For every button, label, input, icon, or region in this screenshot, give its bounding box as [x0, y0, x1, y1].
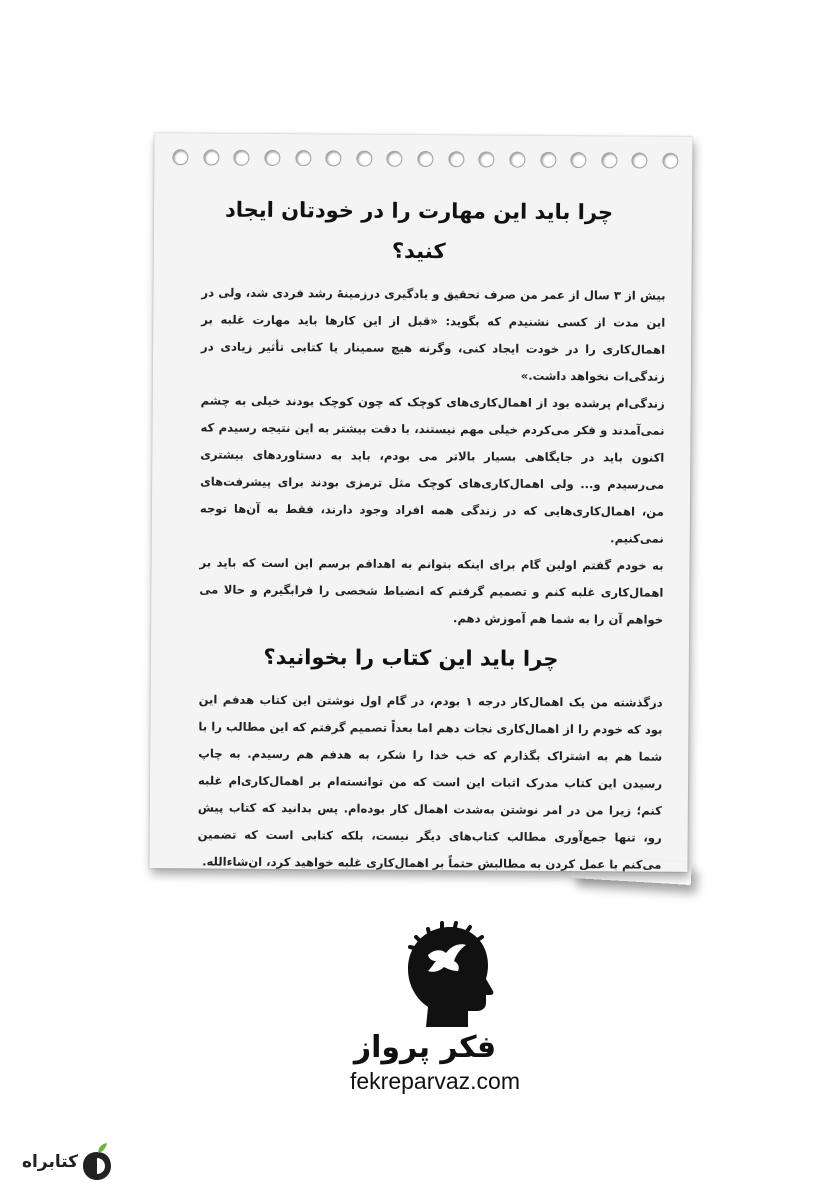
paragraph: بیش از ۳ سال از عمر من صرف تحقیق و یادگیری درزمینهٔ رشد فردی شد، ولی در این مدت از کسی نشنیدم که بگوید: «قبل از این کارها باید مهارت غلبه بر اهمال‌کاری را در خودت ایجاد کنی، وگرنه هیچ سمینار یا کتابی تأثیر زیادی در زندگی‌ات نخواهد داشت.»: [201, 285, 666, 384]
binder-hole: [387, 151, 403, 167]
binder-hole: [234, 150, 250, 166]
brand-name: فکر پرواز: [353, 1030, 497, 1065]
text-content: [197, 189, 666, 878]
binder-hole: [601, 152, 617, 168]
binder-holes: [172, 149, 678, 169]
binder-hole: [448, 151, 464, 167]
binder-hole: [509, 152, 525, 168]
heading-why-read-book: چرا باید این کتاب را بخوانید؟: [263, 644, 559, 671]
ketabrah-logo-icon: [80, 1142, 114, 1182]
binder-hole: [356, 151, 372, 167]
binder-hole: [632, 152, 648, 168]
binder-hole: [662, 153, 678, 169]
head-silhouette-with-dove-icon: [398, 915, 498, 1035]
paragraph: به خودم گفتم اولین گام برای اینکه بتوانم به اهدافم برسم این است که باید بر اهمال‌کاری غلبه کنم و تصمیم گرفتم که انضباط شخصی را فرابگیرم و حالا می خواهم آن را به شما هم آموزش دهم.: [199, 555, 664, 627]
binder-hole: [479, 151, 495, 167]
binder-hole: [172, 149, 188, 165]
binder-hole: [295, 150, 311, 166]
heading-why-build-skill: چرا باید این مهارت را در خودتان ایجاد کنید؟: [224, 197, 614, 264]
paragraph: زندگی‌ام پرشده بود از اهمال‌کاری‌های کوچک که چون کوچک بودند خیلی به چشم نمی‌آمدند و فکر می‌کردم خیلی مهم نیستند، با دقت بیشتر به این نتیجه رسیدم که اکنون باید در جایگاهی بسیار بالاتر می بودم، باید به دستاوردهای بیشتری می‌رسیدم و... ولی اهمال‌کاری‌های کوچک مثل ترمزی بودند برای پیشرفت‌های من، اهمال‌کاری‌هایی که در زندگی همه افراد وجود دارند، فقط به آن‌ها توجه نمی‌کنیم.: [199, 393, 665, 546]
publisher-name: کتابراه: [22, 1152, 79, 1172]
binder-hole: [570, 152, 586, 168]
binder-hole: [540, 152, 556, 168]
brand-website: fekreparvaz.com: [349, 1068, 520, 1094]
paragraph: درگذشته من یک اهمال‌کار درجه ۱ بودم، در گام اول نوشتن این کتاب هدفم این بود که خودم را از اهمال‌کاری نجات دهم اما بعداً تصمیم گرفتم که این مطالب را با شما هم به اشتراک بگذارم که خب خدا را شکر، به هدفم هم رسیدم. به چاپ رسیدن این کتاب مدرک اثبات این است که من توانسته‌ام بر اهمال‌کاری‌ام غلبه کنم؛ زیرا من در امر نوشتن به‌شدت اهمال کار بوده‌ام. پس بدانید که کتاب پیش رو، تنها جمع‌آوری مطالب کتاب‌های دیگر نیست، بلکه کتابی است که تضمین می‌کنم با عمل کردن به مطالبش حتماً بر اهمال‌کاری غلبه خواهید کرد، ان‌شاءالله.: [197, 692, 663, 872]
binder-hole: [325, 150, 341, 166]
binder-hole: [417, 151, 433, 167]
notepaper-card: [149, 133, 692, 872]
binder-hole: [264, 150, 280, 166]
publisher-logo: [22, 1142, 114, 1182]
binder-hole: [203, 149, 219, 165]
